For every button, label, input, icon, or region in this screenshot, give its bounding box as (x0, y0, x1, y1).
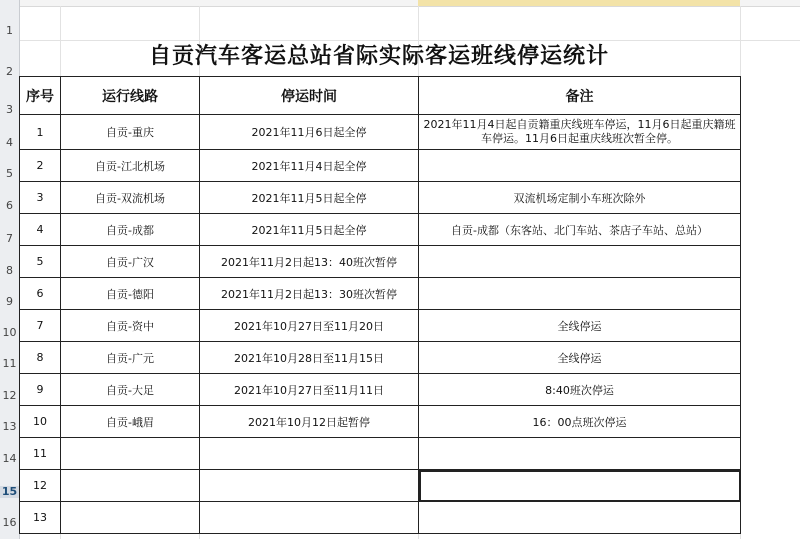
cell-seq[interactable]: 13 (20, 502, 61, 534)
cell-note[interactable]: 自贡-成都（东客站、北门车站、茶店子车站、总站） (419, 214, 741, 246)
table-row (20, 406, 741, 438)
cell-seq[interactable]: 8 (20, 342, 61, 374)
cell-note[interactable]: 双流机场定制小车班次除外 (419, 182, 741, 214)
row-header-4[interactable]: 4 (6, 136, 13, 149)
table-row (20, 214, 741, 246)
cell-note[interactable]: 8:40班次停运 (419, 374, 741, 406)
table-row (20, 278, 741, 310)
sheet-title[interactable]: 自贡汽车客运总站省际实际客运班线停运统计 (148, 44, 609, 69)
cell-time[interactable]: 2021年10月27日至11月11日 (200, 374, 419, 406)
cell-seq[interactable]: 3 (20, 182, 61, 214)
cell-route[interactable]: 自贡-重庆 (61, 115, 200, 150)
row-header-14[interactable]: 14 (2, 452, 17, 465)
cell-route[interactable]: 自贡-江北机场 (61, 150, 200, 182)
row-header-11[interactable]: 11 (2, 357, 17, 370)
cell-route[interactable]: 自贡-资中 (61, 310, 200, 342)
cell-seq[interactable]: 12 (20, 470, 61, 502)
column-header-bar[interactable] (0, 0, 800, 7)
row-header-12[interactable]: 12 (2, 389, 17, 402)
cell-route[interactable] (61, 470, 200, 502)
table-row (20, 182, 741, 214)
table-row (20, 115, 741, 150)
cell-note[interactable] (419, 502, 741, 534)
cell-route[interactable]: 自贡-德阳 (61, 278, 200, 310)
cell-time[interactable]: 2021年11月4日起全停 (200, 150, 419, 182)
table-row (20, 246, 741, 278)
cell-seq[interactable]: 6 (20, 278, 61, 310)
cell-seq[interactable]: 2 (20, 150, 61, 182)
row-header-15[interactable]: 15 (1, 485, 18, 498)
table-row (20, 374, 741, 406)
cell-route[interactable]: 自贡-峨眉 (61, 406, 200, 438)
cell-note[interactable] (419, 438, 741, 470)
cell-seq[interactable]: 10 (20, 406, 61, 438)
cell-time[interactable]: 2021年11月2日起13：30班次暂停 (200, 278, 419, 310)
cell-note[interactable]: 2021年11月4日起自贡籍重庆线班车停运，11月6日起重庆籍班车停运。11月6日起重庆线班次暂全停。 (419, 115, 741, 150)
cell-note[interactable] (419, 246, 741, 278)
cell-seq[interactable]: 4 (20, 214, 61, 246)
header-route-cell[interactable]: 运行线路 (61, 77, 200, 115)
cell-time[interactable]: 2021年11月2日起13：40班次暂停 (200, 246, 419, 278)
cell-route[interactable]: 自贡-广汉 (61, 246, 200, 278)
cell-route[interactable] (61, 438, 200, 470)
cell-route[interactable] (61, 502, 200, 534)
cell-seq[interactable]: 9 (20, 374, 61, 406)
cell-route[interactable]: 自贡-成都 (61, 214, 200, 246)
cell-seq[interactable]: 11 (20, 438, 61, 470)
table-row (20, 438, 741, 470)
cell-time[interactable]: 2021年11月5日起全停 (200, 182, 419, 214)
cell-route[interactable]: 自贡-双流机场 (61, 182, 200, 214)
table-row (20, 342, 741, 374)
cell-time[interactable]: 2021年10月12日起暂停 (200, 406, 419, 438)
table-row (20, 310, 741, 342)
cell-time[interactable]: 2021年10月27日至11月20日 (200, 310, 419, 342)
row-header-8[interactable]: 8 (6, 264, 13, 277)
cell-time[interactable] (200, 438, 419, 470)
row-header-1[interactable]: 1 (6, 24, 13, 37)
row-header-16[interactable]: 16 (2, 516, 17, 529)
row-header-13[interactable]: 13 (2, 420, 17, 433)
stoppage-table (19, 76, 741, 534)
cell-time[interactable]: 2021年10月28日至11月15日 (200, 342, 419, 374)
row-header-2[interactable]: 2 (6, 65, 13, 78)
table-row (20, 150, 741, 182)
header-row (20, 77, 741, 115)
cell-note[interactable]: 全线停运 (419, 342, 741, 374)
selected-column-highlight (418, 0, 740, 6)
cell-note[interactable] (419, 470, 741, 502)
cell-seq[interactable]: 1 (20, 115, 61, 150)
cell-time[interactable] (200, 502, 419, 534)
cell-route[interactable]: 自贡-大足 (61, 374, 200, 406)
table-row (20, 470, 741, 502)
cell-note[interactable] (419, 150, 741, 182)
row-header-3[interactable]: 3 (6, 103, 13, 116)
cell-time[interactable]: 2021年11月6日起全停 (200, 115, 419, 150)
row-header-9[interactable]: 9 (6, 295, 13, 308)
cell-note[interactable]: 16：00点班次停运 (419, 406, 741, 438)
header-time-cell[interactable]: 停运时间 (200, 77, 419, 115)
cell-time[interactable]: 2021年11月5日起全停 (200, 214, 419, 246)
header-seq-cell[interactable]: 序号 (20, 77, 61, 115)
table-row (20, 502, 741, 534)
row-header-6[interactable]: 6 (6, 199, 13, 212)
header-note-cell[interactable]: 备注 (419, 77, 741, 115)
cell-seq[interactable]: 7 (20, 310, 61, 342)
cell-route[interactable]: 自贡-广元 (61, 342, 200, 374)
row-header-5[interactable]: 5 (6, 167, 13, 180)
cell-time[interactable] (200, 470, 419, 502)
row-header-10[interactable]: 10 (2, 326, 17, 339)
cell-note[interactable] (419, 278, 741, 310)
cell-note[interactable]: 全线停运 (419, 310, 741, 342)
row-header-7[interactable]: 7 (6, 232, 13, 245)
cell-seq[interactable]: 5 (20, 246, 61, 278)
